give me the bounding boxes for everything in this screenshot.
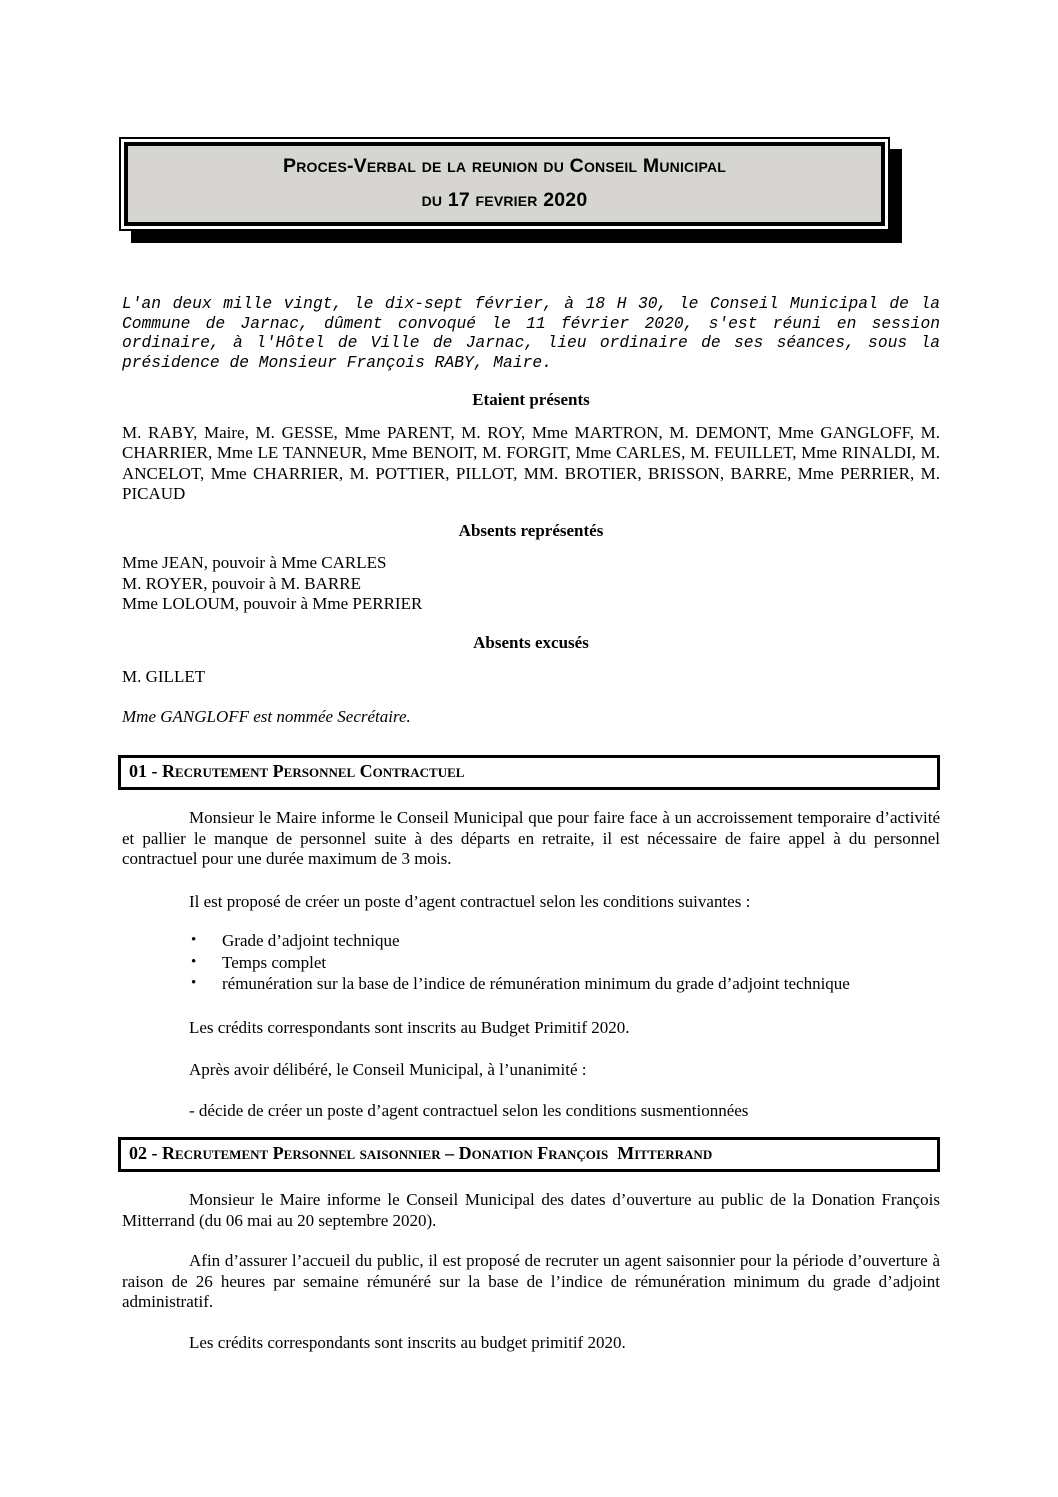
excused-member: M. GILLET	[122, 667, 206, 687]
bullet-text: rémunération sur la base de l’indice de rémunération minimum du grade d’adjoint technique	[222, 974, 850, 994]
section-02-paragraph-3: Les crédits correspondants sont inscrits au budget primitif 2020.	[189, 1332, 626, 1352]
title-line-2: du 17 fevrier 2020	[421, 189, 588, 211]
section-02-paragraph-2: Afin d’assurer l’accueil du public, il est proposé de recruter un agent saisonnier pour la période d’ouverture à raison de 26 heures par semaine rémunéré sur la base de l’indice de rémunération minimum du grade d’adjoint administratif.	[122, 1251, 940, 1312]
represented-list	[122, 553, 940, 615]
bullet-item	[122, 973, 940, 995]
section-02-heading: 02 - Recrutement Personnel saisonnier – Donation François Mitterrand	[118, 1137, 940, 1172]
bullet-item	[122, 952, 940, 974]
secretary-note: Mme GANGLOFF est nommée Secrétaire.	[122, 706, 411, 726]
conditions-bullet-list	[122, 930, 940, 995]
represented-item: Mme JEAN, pouvoir à Mme CARLES	[122, 553, 387, 573]
present-heading: Etaient présents	[472, 390, 590, 410]
section-02-paragraph-1: Monsieur le Maire informe le Conseil Municipal des dates d’ouverture au public de la Donation François Mitterrand (du 06 mai au 20 septembre 2020).	[122, 1190, 940, 1230]
represented-item: Mme LOLOUM, pouvoir à Mme PERRIER	[122, 594, 423, 614]
section-01-paragraph-3: Les crédits correspondants sont inscrits au Budget Primitif 2020.	[189, 1017, 630, 1037]
bullet-text: Grade d’adjoint technique	[222, 931, 400, 951]
bullet-icon: •	[191, 975, 197, 992]
section-01-paragraph-4: Après avoir délibéré, le Conseil Municipal, à l’unanimité :	[189, 1060, 587, 1080]
title-banner-inner	[124, 142, 885, 226]
bullet-item	[122, 930, 940, 952]
section-01-paragraph-1: Monsieur le Maire informe le Conseil Municipal que pour faire face à un accroissement temporaire d’activité et pallier le manque de personnel suite à des départs en retraite, il est nécessaire de faire appel à du personnel contractuel pour une durée maximum de 3 mois.	[122, 808, 940, 869]
represented-item: M. ROYER, pouvoir à M. BARRE	[122, 573, 361, 593]
absent-represented-heading: Absents représentés	[458, 520, 604, 540]
section-01-heading: 01 - Recrutement Personnel Contractuel	[118, 755, 940, 790]
bullet-icon: •	[191, 932, 197, 949]
preamble-paragraph: L'an deux mille vingt, le dix-sept février, à 18 H 30, le Conseil Municipal de la Commune de Jarnac, dûment convoqué le 11 février 2020, s'est réuni en session ordinaire, à l'Hôtel de Ville de Jarnac, lieu ordinaire de ses séances, sous la présidence de Monsieur François RABY, Maire.	[122, 294, 940, 372]
bullet-text: Temps complet	[222, 952, 327, 972]
present-members: M. RABY, Maire, M. GESSE, Mme PARENT, M. ROY, Mme MARTRON, M. DEMONT, Mme GANGLOFF, M. CHARRIER, Mme LE TANNEUR, Mme BENOIT, M. FORGIT, Mme CARLES, M. FEUILLET, Mme RINALDI, M. ANCELOT, Mme CHARRIER, M. POTTIER, PILLOT, MM. BROTIER, BRISSON, BARRE, Mme PERRIER, M. PICAUD	[122, 422, 940, 504]
title-banner	[119, 137, 890, 231]
section-01-paragraph-2: Il est proposé de créer un poste d’agent contractuel selon les conditions suivantes :	[189, 891, 751, 911]
title-line-1: Proces-Verbal de la reunion du Conseil Municipal	[282, 155, 727, 177]
section-01-paragraph-5: - décide de créer un poste d’agent contractuel selon les conditions susmentionnées	[189, 1100, 749, 1120]
bullet-icon: •	[191, 953, 197, 970]
absent-excused-heading: Absents excusés	[473, 632, 589, 652]
